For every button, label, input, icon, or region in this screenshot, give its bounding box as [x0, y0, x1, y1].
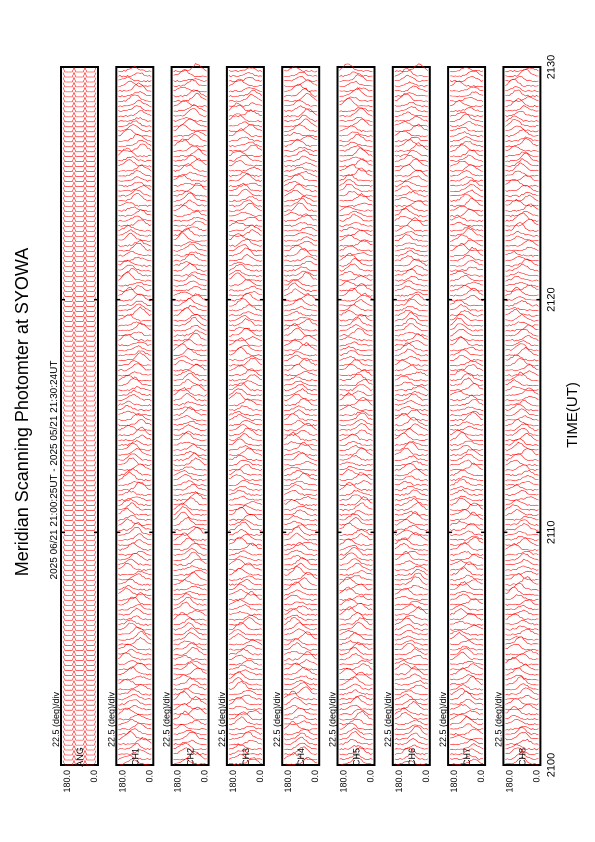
scale-label: 22.5 (deg)/div	[106, 691, 117, 747]
channel-label: CH5	[351, 747, 362, 767]
channel-label: ANG	[75, 747, 85, 767]
scale-label: 22.5 (deg)/div	[216, 691, 227, 747]
panel-ch2	[162, 64, 210, 793]
y-tick-top-label: 180.0	[393, 770, 404, 793]
y-tick-top-label: 180.0	[172, 770, 183, 793]
scale-label: 22.5 (deg)/div	[51, 691, 61, 747]
y-tick-bottom-label: 0.0	[531, 770, 542, 783]
panel-ch4	[272, 67, 320, 793]
panel-frame	[227, 67, 264, 765]
panel-frame	[393, 67, 430, 765]
y-tick-top-label: 180.0	[504, 770, 515, 793]
panel-ch7	[438, 67, 486, 793]
channel-label: CH1	[130, 747, 141, 767]
y-tick-bottom-label: 0.0	[476, 770, 487, 783]
y-tick-bottom-label: 0.0	[199, 770, 210, 783]
y-tick-top-label: 180.0	[227, 770, 238, 793]
panels	[51, 64, 541, 793]
y-tick-top-label: 180.0	[449, 770, 460, 793]
time-range: 2025 06/21 21:00:25UT - 2025 05/21 21:30:24UT	[49, 360, 60, 580]
y-tick-top-label: 180.0	[117, 770, 128, 793]
x-axis-label: TIME(UT)	[564, 382, 581, 448]
channel-label: CH4	[296, 747, 307, 767]
y-tick-top-label: 180.0	[283, 770, 294, 793]
panel-ch8	[493, 67, 541, 793]
scale-label: 22.5 (deg)/div	[493, 691, 504, 747]
x-tick-labels	[545, 55, 557, 777]
scale-label: 22.5 (deg)/div	[327, 691, 338, 747]
scale-label: 22.5 (deg)/div	[438, 691, 449, 747]
chart-title: Meridian Scanning Photomter at SYOWA	[12, 247, 32, 577]
panel-ch6	[383, 64, 431, 793]
channel-label: CH2	[185, 747, 196, 767]
chart-title-group	[12, 248, 32, 576]
x-tick-label: 2130	[545, 54, 558, 80]
scale-label: 22.5 (deg)/div	[272, 691, 283, 747]
y-tick-bottom-label: 0.0	[365, 770, 376, 783]
y-tick-bottom-label: 0.0	[310, 770, 321, 783]
scale-label: 22.5 (deg)/div	[382, 691, 393, 747]
scale-label: 22.5 (deg)/div	[161, 691, 172, 747]
x-tick-label: 2110	[545, 520, 558, 545]
channel-label: CH7	[462, 747, 473, 767]
panel-ch1	[106, 66, 154, 792]
y-tick-bottom-label: 0.0	[420, 770, 431, 783]
y-tick-bottom-label: 0.0	[89, 770, 99, 783]
channel-label: CH8	[517, 747, 528, 767]
y-tick-top-label: 180.0	[62, 770, 72, 793]
y-tick-bottom-label: 0.0	[144, 770, 155, 783]
panel-ch5	[328, 64, 376, 793]
x-tick-label: 2100	[545, 752, 558, 778]
channel-label: CH3	[240, 747, 251, 767]
y-tick-bottom-label: 0.0	[254, 770, 265, 783]
y-tick-top-label: 180.0	[338, 770, 349, 793]
x-tick-label: 2120	[545, 287, 558, 312]
panel-ch3	[217, 67, 265, 793]
channel-label: CH6	[406, 747, 417, 767]
